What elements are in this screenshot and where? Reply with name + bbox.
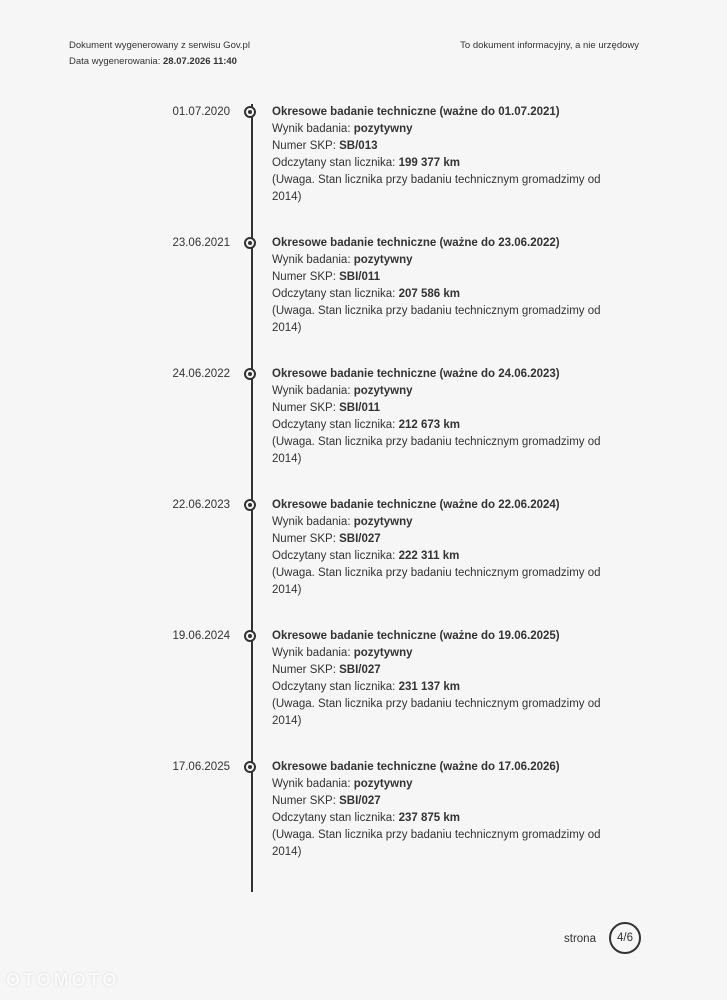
- result-label: Wynik badania:: [272, 385, 351, 397]
- entry-date: 17.06.2025: [172, 761, 230, 773]
- entry-skp: [272, 269, 617, 286]
- entry-result: [272, 383, 617, 400]
- entry-date: 19.06.2024: [172, 630, 230, 642]
- entry-note: (Uwaga. Stan licznika przy badaniu technicznym gromadzimy od 2014): [272, 698, 601, 727]
- generation-date-value: 28.07.2026 11:40: [163, 56, 237, 67]
- odometer-value: 199 377 km: [398, 157, 460, 169]
- skp-value: SBI/027: [339, 533, 381, 545]
- timeline-dot-icon: [244, 106, 256, 118]
- odometer-value: 212 673 km: [398, 419, 460, 431]
- entry-skp: [272, 531, 617, 548]
- entry-title: Okresowe badanie techniczne (ważne do 24.06.2023): [272, 368, 560, 380]
- page-label: strona: [564, 933, 596, 945]
- odometer-value: 207 586 km: [398, 288, 460, 300]
- entry-details: [272, 104, 617, 206]
- generated-from-text: Dokument wygenerowany z serwisu Gov.pl: [69, 40, 250, 51]
- skp-label: Numer SKP:: [272, 402, 336, 414]
- timeline-dot-icon: [244, 499, 256, 511]
- entry-skp: [272, 662, 617, 679]
- timeline-entry: [0, 759, 727, 879]
- entry-note: (Uwaga. Stan licznika przy badaniu technicznym gromadzimy od 2014): [272, 174, 601, 203]
- entry-title: Okresowe badanie techniczne (ważne do 17.06.2026): [272, 761, 560, 773]
- entry-title: Okresowe badanie techniczne (ważne do 19.06.2025): [272, 630, 560, 642]
- entry-note: (Uwaga. Stan licznika przy badaniu technicznym gromadzimy od 2014): [272, 436, 601, 465]
- timeline-dot-icon: [244, 761, 256, 773]
- entry-details: [272, 628, 617, 730]
- entry-details: [272, 759, 617, 861]
- generation-date: [69, 54, 250, 70]
- skp-value: SBI/011: [339, 271, 381, 283]
- timeline-dot-icon: [244, 630, 256, 642]
- result-label: Wynik badania:: [272, 123, 351, 135]
- timeline-dot-icon: [244, 368, 256, 380]
- entry-odometer: [272, 286, 617, 303]
- skp-label: Numer SKP:: [272, 795, 336, 807]
- entry-skp: [272, 138, 617, 155]
- entry-odometer: [272, 155, 617, 172]
- timeline-entry: [0, 104, 727, 224]
- entry-result: [272, 252, 617, 269]
- result-value: pozytywny: [353, 647, 413, 659]
- timeline-entry: [0, 366, 727, 486]
- timeline-dot-icon: [244, 237, 256, 249]
- entry-details: [272, 366, 617, 468]
- generation-date-label: Data wygenerowania:: [69, 56, 161, 67]
- odometer-label: Odczytany stan licznika:: [272, 419, 396, 431]
- entry-note: (Uwaga. Stan licznika przy badaniu technicznym gromadzimy od 2014): [272, 305, 601, 334]
- result-value: pozytywny: [353, 385, 413, 397]
- entry-date: 23.06.2021: [172, 237, 230, 249]
- result-value: pozytywny: [353, 516, 413, 528]
- timeline-entry: [0, 235, 727, 355]
- disclaimer-text: To dokument informacyjny, a nie urzędowy: [460, 40, 639, 51]
- entry-odometer: [272, 810, 617, 827]
- entry-note: (Uwaga. Stan licznika przy badaniu technicznym gromadzimy od 2014): [272, 567, 601, 596]
- timeline-entry: [0, 497, 727, 617]
- header-meta: [69, 38, 250, 70]
- skp-value: SB/013: [339, 140, 378, 152]
- odometer-value: 222 311 km: [398, 550, 460, 562]
- page-number-badge: 4/6: [609, 922, 641, 954]
- odometer-label: Odczytany stan licznika:: [272, 157, 396, 169]
- skp-label: Numer SKP:: [272, 140, 336, 152]
- skp-value: SBI/027: [339, 795, 381, 807]
- odometer-label: Odczytany stan licznika:: [272, 812, 396, 824]
- odometer-label: Odczytany stan licznika:: [272, 681, 396, 693]
- skp-label: Numer SKP:: [272, 533, 336, 545]
- skp-value: SBI/027: [339, 664, 381, 676]
- entry-note: (Uwaga. Stan licznika przy badaniu technicznym gromadzimy od 2014): [272, 829, 601, 858]
- entry-result: [272, 121, 617, 138]
- odometer-label: Odczytany stan licznika:: [272, 288, 396, 300]
- skp-value: SBI/011: [339, 402, 381, 414]
- result-value: pozytywny: [353, 254, 413, 266]
- result-label: Wynik badania:: [272, 778, 351, 790]
- watermark-logo: OTOMOTO: [6, 970, 120, 990]
- entry-skp: [272, 793, 617, 810]
- entry-title: Okresowe badanie techniczne (ważne do 01.07.2021): [272, 106, 560, 118]
- entry-details: [272, 497, 617, 599]
- odometer-value: 231 137 km: [398, 681, 460, 693]
- entry-title: Okresowe badanie techniczne (ważne do 23.06.2022): [272, 237, 560, 249]
- entry-odometer: [272, 548, 617, 565]
- result-label: Wynik badania:: [272, 516, 351, 528]
- entry-date: 24.06.2022: [172, 368, 230, 380]
- entry-date: 22.06.2023: [172, 499, 230, 511]
- entry-result: [272, 645, 617, 662]
- result-label: Wynik badania:: [272, 254, 351, 266]
- skp-label: Numer SKP:: [272, 664, 336, 676]
- odometer-value: 237 875 km: [398, 812, 460, 824]
- entry-title: Okresowe badanie techniczne (ważne do 22.06.2024): [272, 499, 560, 511]
- entry-odometer: [272, 679, 617, 696]
- skp-label: Numer SKP:: [272, 271, 336, 283]
- entry-result: [272, 776, 617, 793]
- entry-skp: [272, 400, 617, 417]
- result-value: pozytywny: [353, 123, 413, 135]
- odometer-label: Odczytany stan licznika:: [272, 550, 396, 562]
- entry-details: [272, 235, 617, 337]
- timeline-entry: [0, 628, 727, 748]
- entry-date: 01.07.2020: [172, 106, 230, 118]
- result-label: Wynik badania:: [272, 647, 351, 659]
- entry-odometer: [272, 417, 617, 434]
- entry-result: [272, 514, 617, 531]
- result-value: pozytywny: [353, 778, 413, 790]
